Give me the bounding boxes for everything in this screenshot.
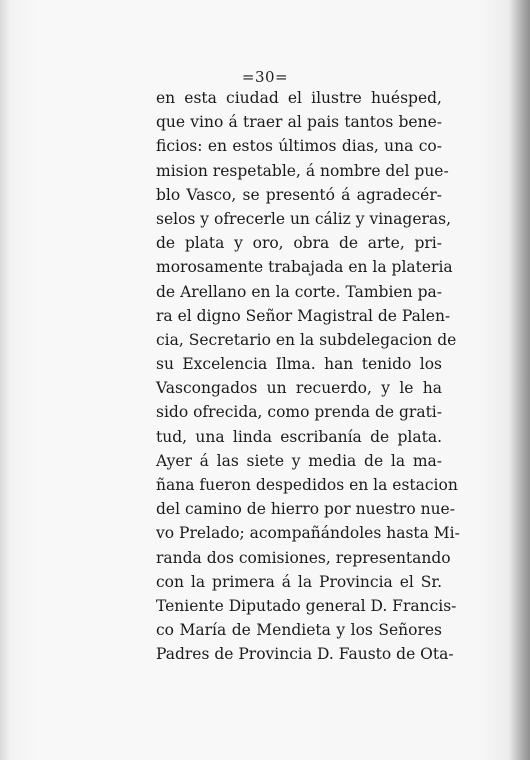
text-line: ra el digno Señor Magistral de Palen-	[156, 306, 451, 325]
text-line: morosamente trabajada en la plateria	[156, 258, 453, 277]
text-line: sido ofrecida, como prenda de grati-	[156, 403, 442, 422]
page-number: =30=	[241, 68, 289, 86]
text-line: con la primera á la Provincia el Sr.	[156, 572, 442, 591]
body-text	[156, 86, 460, 667]
text-line: selos y ofrecerle un cáliz y vinageras,	[156, 209, 452, 228]
text-line: randa dos comisiones, representando	[156, 548, 451, 567]
text-line: en esta ciudad el ilustre huésped,	[156, 89, 442, 107]
text-line: de Arellano en la corte. Tambien pa-	[156, 282, 442, 301]
text-line: que vino á traer al pais tantos bene-	[156, 113, 442, 132]
text-line: de plata y oro, obra de arte, pri-	[156, 234, 442, 253]
text-line: Teniente Diputado general D. Francis-	[156, 596, 457, 615]
text-line: mision respetable, á nombre del pue-	[156, 161, 449, 180]
text-line: blo Vasco, se presentó á agradecér-	[156, 185, 442, 204]
page-edge-shadow	[508, 0, 530, 760]
text-line: del camino de hierro por nuestro nue-	[156, 500, 455, 519]
text-line: tud, una linda escribanía de plata.	[156, 427, 442, 446]
text-line: co María de Mendieta y los Señores	[156, 621, 442, 640]
text-line: vo Prelado; acompañándoles hasta Mi-	[156, 524, 460, 543]
text-line: Vascongados un recuerdo, y le ha	[156, 379, 442, 398]
text-line: ficios: en estos últimos dias, una co-	[156, 137, 442, 156]
text-line: su Excelencia Ilma. han tenido los	[156, 355, 442, 374]
text-line: Padres de Provincia D. Fausto de Ota-	[156, 645, 454, 664]
text-line: cia, Secretario en la subdelegacion de	[156, 330, 457, 349]
text-line: ñana fueron despedidos en la estacion	[156, 476, 458, 494]
text-line: Ayer á las siete y media de la ma-	[156, 451, 442, 470]
